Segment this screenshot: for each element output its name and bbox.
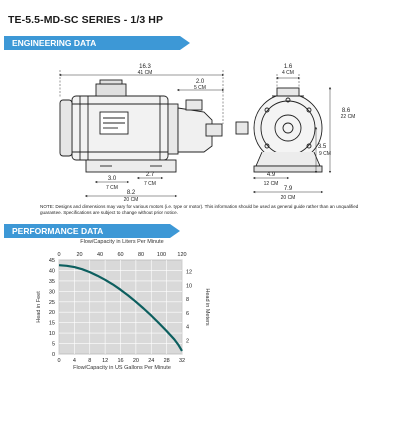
dim-height: 8.6 — [341, 108, 351, 114]
x-tick-label: 28 — [163, 358, 170, 364]
front-view — [236, 88, 322, 172]
dim-foot-a-cm: 7 CM — [106, 185, 118, 191]
dim-overall-length-cm: 41 CM — [137, 70, 153, 76]
performance-banner: PERFORMANCE DATA — [4, 224, 170, 238]
chart-title: Flow/Capacity in Liters Per Minute — [80, 239, 164, 245]
y-tick-label: 0 — [51, 352, 55, 358]
x2-tick-label: 60 — [117, 252, 124, 258]
dim-base-width: 7.9 — [283, 186, 293, 192]
dim-foot-a: 3.0 — [107, 176, 117, 182]
dim-port-cm: 4 CM — [282, 70, 294, 76]
dim-base-length: 8.2 — [126, 190, 136, 196]
dim-port: 1.6 — [283, 64, 293, 70]
x2-tick-label: 40 — [96, 252, 104, 258]
chart-y2label: Head in Meters — [204, 288, 210, 326]
x-tick-label: 16 — [117, 358, 124, 364]
dim-base-width-cm: 20 CM — [280, 195, 296, 201]
dim-foot-b-cm: 7 CM — [144, 181, 156, 187]
y-tick-label: 25 — [48, 299, 55, 306]
x2-tick-label: 0 — [57, 252, 61, 258]
x-tick-label: 0 — [57, 358, 61, 364]
dim-base-half-cm: 12 CM — [263, 181, 279, 187]
y2-tick-label: 12 — [186, 269, 193, 276]
y2-tick-label: 8 — [186, 297, 190, 304]
y-tick-label: 5 — [51, 341, 55, 348]
dim-base-height-cm: 9 CM — [319, 151, 331, 157]
x-tick-label: 12 — [102, 358, 109, 364]
y-tick-label: 20 — [48, 310, 55, 317]
x2-tick-label: 20 — [76, 252, 83, 258]
dim-head-offset: 2.0 — [195, 79, 205, 85]
chart-xlabel: Flow/Capacity in US Gallons Per Minute — [73, 365, 171, 371]
y-tick-label: 45 — [48, 258, 55, 264]
engineering-banner: ENGINEERING DATA — [4, 36, 180, 50]
y-tick-label: 40 — [48, 268, 55, 275]
x-tick-label: 24 — [148, 358, 155, 364]
dim-base-length-cm: 20 CM — [123, 197, 139, 202]
x2-tick-label: 120 — [177, 252, 187, 258]
dim-overall-length: 16.3 — [139, 64, 151, 70]
dim-height-cm: 22 CM — [340, 114, 356, 120]
side-view — [60, 80, 222, 172]
x-tick-label: 20 — [132, 358, 139, 364]
x-tick-label: 8 — [88, 358, 92, 364]
engineering-drawing — [0, 52, 416, 202]
disclaimer-note: NOTE: Designs and dimensions may vary for various motors (i.e. type or motor). This information should be used as general guide rather than an unqualified guarantee. Specifications are subject to change without prior notice. — [40, 204, 359, 215]
y-tick-label: 35 — [48, 278, 55, 285]
y-tick-label: 15 — [48, 320, 55, 327]
y2-tick-label: 2 — [186, 338, 190, 345]
performance-chart — [0, 236, 416, 386]
dim-head-offset-cm: 5 CM — [194, 85, 206, 91]
dim-base-height: 3.5 — [317, 144, 327, 150]
y2-tick-label: 10 — [186, 283, 193, 290]
x2-tick-label: 100 — [156, 252, 167, 258]
x-tick-label: 32 — [178, 358, 186, 364]
y-tick-label: 30 — [48, 289, 55, 296]
y2-tick-label: 4 — [186, 324, 190, 331]
dim-base-half: 4.9 — [266, 172, 276, 178]
dim-foot-b: 2.7 — [145, 172, 155, 178]
x-tick-label: 4 — [72, 358, 76, 364]
y-tick-label: 10 — [48, 331, 55, 338]
x2-tick-label: 80 — [137, 252, 145, 258]
page-title: TE-5.5-MD-SC SERIES - 1/3 HP — [8, 14, 164, 26]
y2-tick-label: 6 — [186, 310, 190, 317]
chart-ylabel: Head in Feet — [36, 291, 42, 323]
